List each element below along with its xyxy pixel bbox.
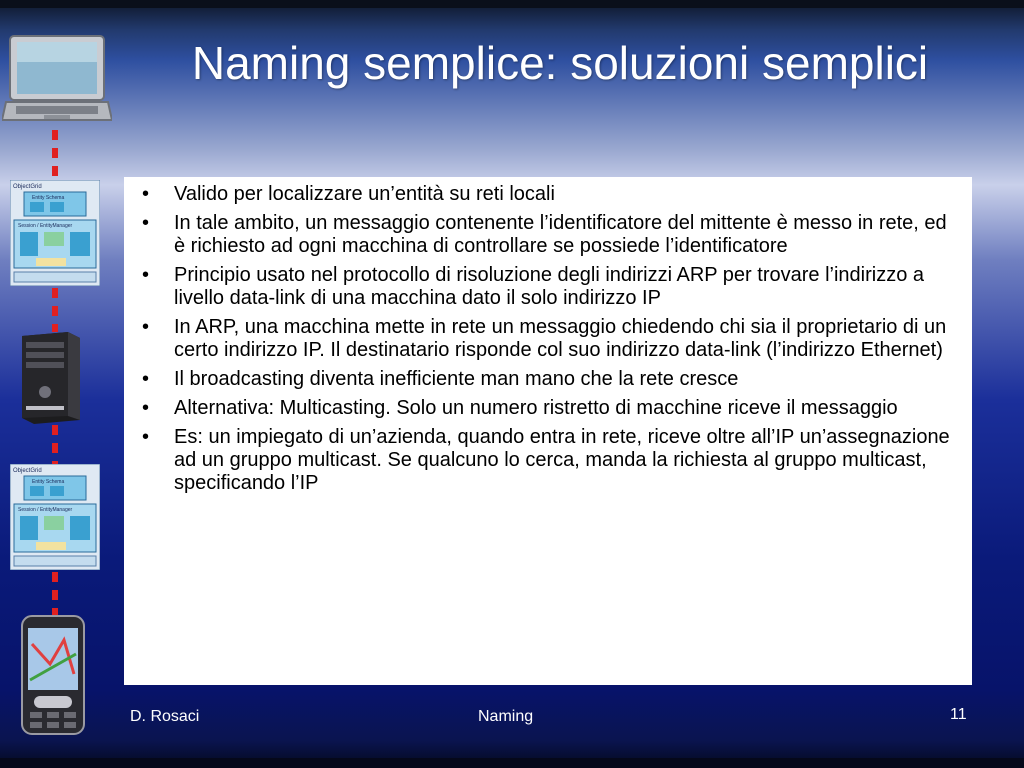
list-item — [142, 316, 962, 362]
diagram-app-label: ObjectGrid — [13, 468, 42, 474]
diagram-schema-label: Entity Schema — [32, 479, 65, 485]
diagram-schema-label: Entity Schema — [32, 195, 65, 201]
bullet-marker: • — [142, 316, 150, 338]
bullet-list — [142, 183, 962, 495]
bullet-marker: • — [142, 212, 150, 234]
diagram-icon — [10, 180, 100, 286]
top-band — [0, 0, 1024, 8]
list-item — [142, 426, 962, 495]
bullet-text: Es: un impiegato di un’azienda, quando entra in rete, riceve oltre all’IP un’assegnazione ad un gruppo multicast. Se qualcuno lo cerca, manda la richiesta al gruppo multicast, specificando l’IP — [174, 426, 950, 494]
bullet-marker: • — [142, 426, 150, 448]
bullet-marker: • — [142, 183, 150, 205]
slide-title: Naming semplice: soluzioni semplici — [191, 37, 929, 89]
content-panel — [124, 177, 972, 685]
diagram-icon — [10, 464, 100, 570]
list-item — [142, 397, 962, 420]
bullet-marker: • — [142, 264, 150, 286]
diagram-manager-label: Session / EntityManager — [18, 223, 73, 229]
list-item — [142, 264, 962, 310]
bullet-text: Il broadcasting diventa inefficiente man mano che la rete cresce — [174, 368, 739, 390]
bullet-text: Principio usato nel protocollo di risoluzione degli indirizzi ARP per trovare l’indirizzo a livello data-link di una macchina dato il solo indirizzo IP — [174, 264, 924, 309]
mobile-phone-icon — [20, 614, 86, 736]
diagram-app-label: ObjectGrid — [13, 184, 42, 190]
server-tower-icon — [18, 330, 84, 426]
bullet-text: In ARP, una macchina mette in rete un messaggio chiedendo chi sia il proprietario di un certo indirizzo IP. Il destinatario risponde col suo indirizzo data-link (l’indirizzo Ethernet) — [174, 316, 947, 361]
network-link — [52, 572, 58, 616]
list-item — [142, 183, 962, 206]
bullet-text: In tale ambito, un messaggio contenente l’identificatore del mittente è messo in rete, ed è richiesto ad ogni macchina di controllare se possiede l’identificatore — [174, 212, 947, 257]
list-item — [142, 212, 962, 258]
laptop-icon — [2, 34, 112, 130]
bullet-text: Valido per localizzare un’entità su reti locali — [174, 183, 555, 205]
diagram-manager-label: Session / EntityManager — [18, 507, 73, 513]
bottom-band — [0, 758, 1024, 768]
list-item — [142, 368, 962, 391]
slide-number: 11 — [950, 706, 967, 723]
bullet-marker: • — [142, 368, 150, 390]
network-link — [52, 130, 58, 178]
footer-author: D. Rosaci — [130, 708, 200, 725]
bullet-text: Alternativa: Multicasting. Solo un numero ristretto di macchine riceve il messaggio — [174, 397, 898, 419]
network-link — [52, 425, 58, 465]
footer-topic: Naming — [478, 708, 534, 725]
bullet-marker: • — [142, 397, 150, 419]
network-link — [52, 288, 58, 332]
